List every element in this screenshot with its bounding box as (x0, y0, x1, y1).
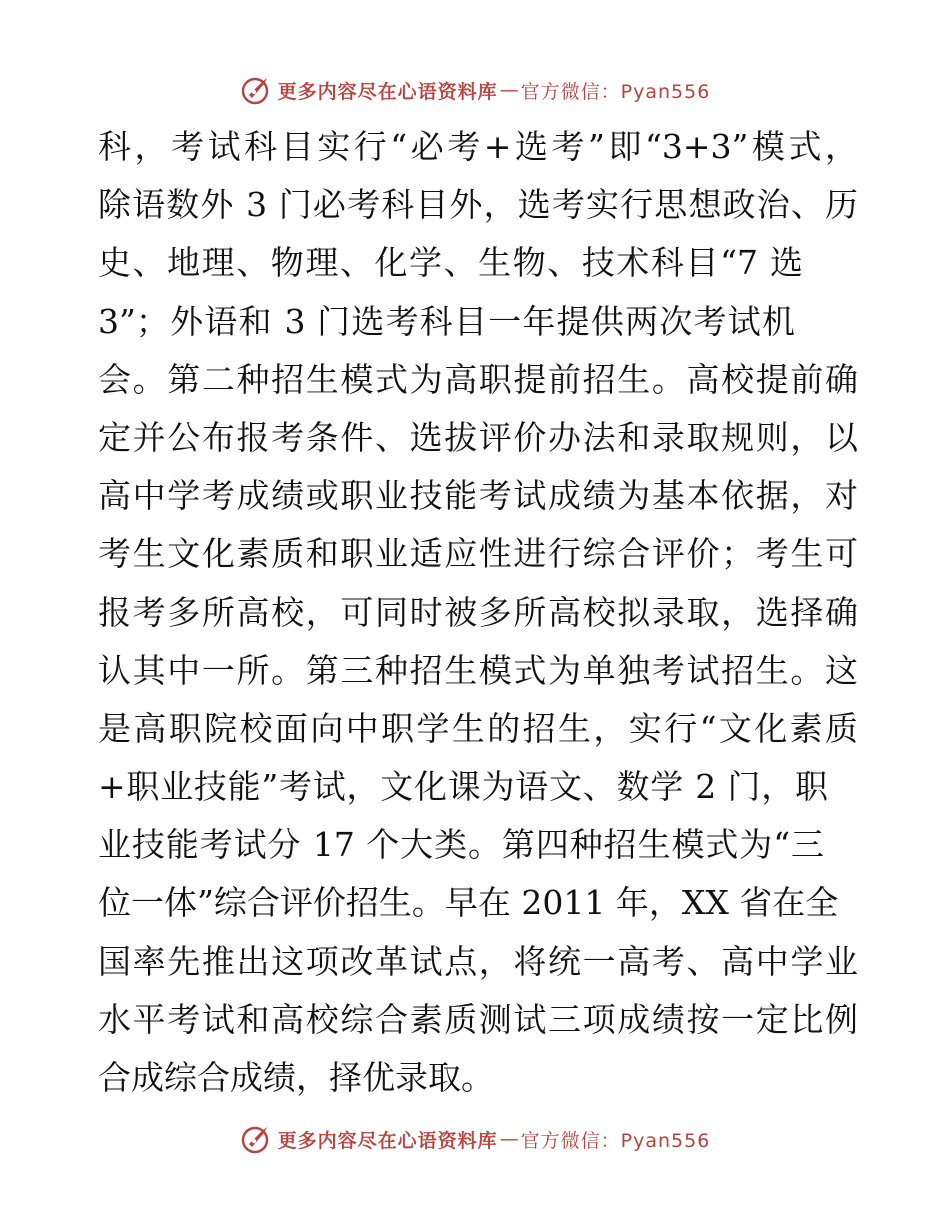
body-line: 会。第二种招生模式为高职提前招生。高校提前确 (98, 359, 858, 399)
header-watermark (0, 70, 950, 110)
body-line: 认其中一所。第三种招生模式为单独考试招生。这 (98, 650, 858, 690)
body-line: 3”；外语和 3 门选考科目一年提供两次考试机 (98, 301, 795, 341)
body-line: 报考多所高校，可同时被多所高校拟录取，选择确 (98, 592, 858, 632)
watermark-contact: 官方微信：Pyan556 (520, 80, 711, 103)
body-line: 是高职院校面向中职学生的招生，实行“文化素质 (98, 708, 858, 748)
watermark-separator: — (499, 79, 519, 101)
body-line: 水平考试和高校综合素质测试三项成绩按一定比例 (98, 999, 858, 1039)
body-line: 国率先推出这项改革试点，将统一高考、高中学业 (98, 941, 858, 981)
body-line: 合成综合成绩，择优录取。 (98, 1058, 494, 1097)
pen-nib-logo-icon (240, 73, 274, 107)
body-line: 业技能考试分 17 个大类。第四种招生模式为“三 (98, 825, 824, 865)
document-body (98, 118, 858, 1107)
pen-nib-logo-icon (240, 1122, 274, 1156)
body-line: 位一体”综合评价招生。早在 2011 年，XX 省在全 (98, 883, 839, 923)
body-line: 科，考试科目实行“必考+选考”即“3+3”模式， (98, 127, 858, 166)
body-line: 除语数外 3 门必考科目外，选考实行思想政治、历 (98, 185, 858, 225)
body-line: 高中学考成绩或职业技能考试成绩为基本依据，对 (98, 476, 858, 516)
watermark-brand: 更多内容尽在心语资料库 (277, 1129, 498, 1152)
body-line: 定并公布报考条件、选拔评价办法和录取规则，以 (98, 417, 858, 457)
watermark-brand: 更多内容尽在心语资料库 (277, 80, 498, 103)
body-line: 考生文化素质和职业适应性进行综合评价；考生可 (98, 534, 858, 574)
watermark-separator: — (499, 1128, 519, 1150)
watermark-contact: 官方微信：Pyan556 (520, 1129, 711, 1152)
footer-watermark (0, 1119, 950, 1159)
body-line: +职业技能”考试，文化课为语文、数学 2 门，职 (98, 767, 828, 807)
body-line: 史、地理、物理、化学、生物、技术科目“7 选 (98, 243, 803, 283)
